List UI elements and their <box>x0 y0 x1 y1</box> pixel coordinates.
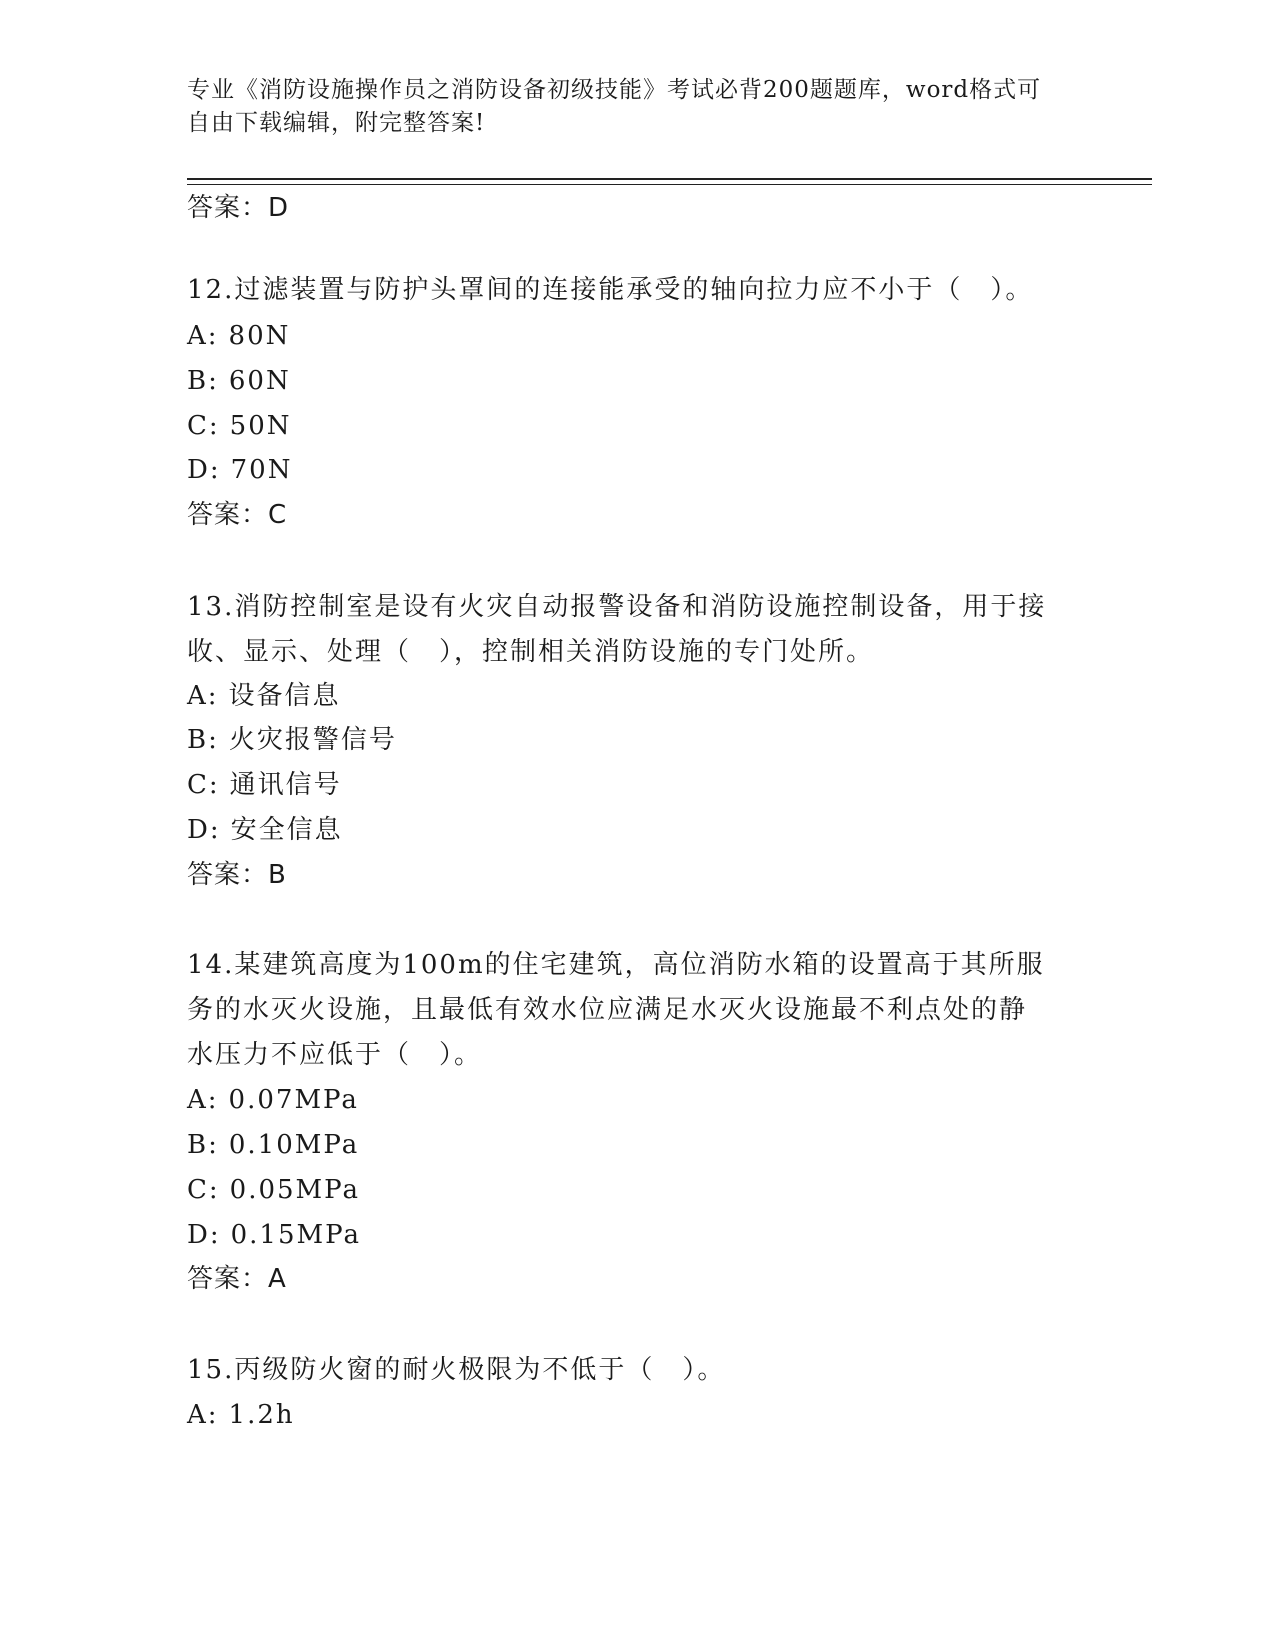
header-rule-thin <box>187 184 1152 185</box>
answer-prev: 答案：D <box>187 193 290 223</box>
option-key: A: <box>187 1085 219 1115</box>
option-key: B: <box>187 1130 219 1160</box>
question-15-option-a <box>187 1397 295 1433</box>
option-key: A: <box>187 681 219 711</box>
question-14-stem-line-3: 水压力不应低于（ ）。 <box>187 1040 483 1070</box>
question-12-option-a <box>187 318 290 354</box>
question-14-stem-line-1: 14.某建筑高度为100m的住宅建筑，高位消防水箱的设置高于其所服 <box>187 950 1045 980</box>
option-key: D: <box>187 1220 221 1250</box>
question-13-answer: 答案：B <box>187 860 287 890</box>
option-text: 70N <box>230 455 293 485</box>
question-14-option-a <box>187 1082 359 1118</box>
question-14-stem-line-2: 务的水灭火设施，且最低有效水位应满足水灭火设施最不利点处的静 <box>187 995 1028 1025</box>
header-rule-thick <box>187 178 1152 180</box>
option-text: 60N <box>228 366 291 396</box>
question-12-stem-line-1: 12.过滤装置与防护头罩间的连接能承受的轴向拉力应不小于（ ）。 <box>187 275 1034 305</box>
option-key: C: <box>187 411 220 441</box>
question-13-option-b <box>187 722 397 758</box>
header-line-1: 专业《消防设施操作员之消防设备初级技能》考试必背200题题库，word格式可 <box>187 77 1042 103</box>
option-text: 设备信息 <box>228 681 341 711</box>
option-key: A: <box>187 1400 219 1430</box>
option-key: B: <box>187 725 219 755</box>
question-13-option-d <box>187 812 343 848</box>
option-text: 通讯信号 <box>229 770 342 800</box>
question-14-option-c <box>187 1172 360 1208</box>
question-12-option-c <box>187 408 292 444</box>
header-line-2: 自由下载编辑，附完整答案! <box>187 110 486 136</box>
question-15-stem-line-1: 15.丙级防火窗的耐火极限为不低于（ ）。 <box>187 1355 726 1385</box>
option-text: 火灾报警信号 <box>228 725 397 755</box>
question-13-option-c <box>187 767 342 803</box>
option-text: 0.15MPa <box>230 1220 361 1250</box>
option-text: 0.07MPa <box>228 1085 359 1115</box>
option-text: 1.2h <box>228 1400 295 1430</box>
option-key: B: <box>187 366 219 396</box>
option-key: D: <box>187 455 221 485</box>
document-header <box>187 74 1067 140</box>
option-key: C: <box>187 770 220 800</box>
question-14-option-b <box>187 1127 359 1163</box>
question-13-option-a <box>187 678 341 714</box>
question-12-answer: 答案：C <box>187 500 288 530</box>
option-key: C: <box>187 1175 220 1205</box>
question-12-option-d <box>187 452 292 488</box>
option-key: D: <box>187 815 221 845</box>
option-text: 0.05MPa <box>229 1175 360 1205</box>
option-key: A: <box>187 321 219 351</box>
question-14-option-d <box>187 1217 361 1253</box>
question-12-option-b <box>187 363 291 399</box>
option-text: 80N <box>228 321 291 351</box>
question-13-stem-line-2: 收、显示、处理（ ），控制相关消防设施的专门处所。 <box>187 637 875 667</box>
option-text: 0.10MPa <box>228 1130 360 1160</box>
question-13-stem-line-1: 13.消防控制室是设有火灾自动报警设备和消防设施控制设备，用于接 <box>187 592 1047 622</box>
question-14-answer: 答案：A <box>187 1264 287 1294</box>
option-text: 50N <box>229 411 292 441</box>
option-text: 安全信息 <box>230 815 343 845</box>
